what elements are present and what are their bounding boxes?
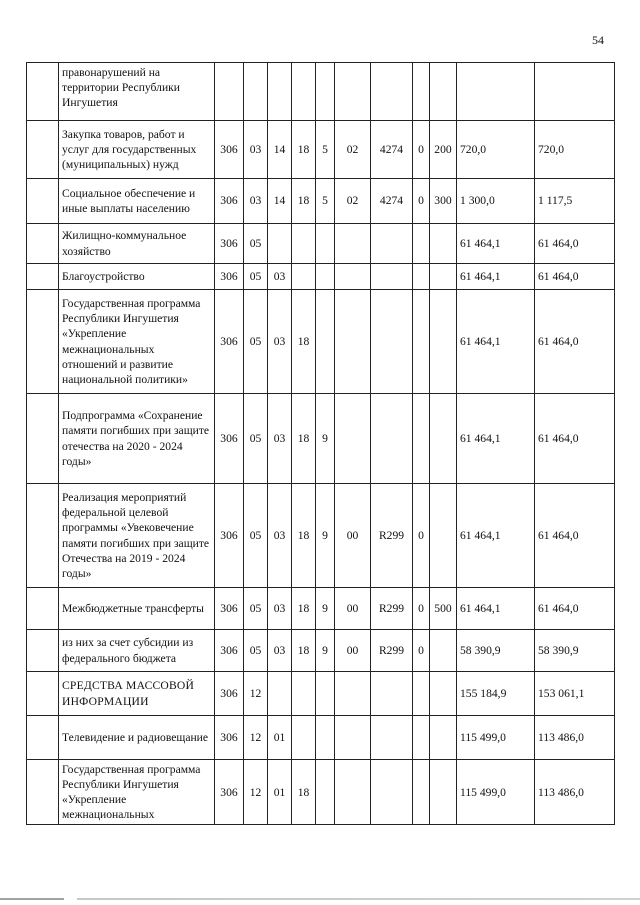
- code-program-cell: 18: [292, 394, 316, 484]
- code-subprogram-cell: 9: [316, 484, 335, 588]
- planned-amount-cell: 61 464,1: [457, 224, 535, 264]
- actual-amount-cell: 153 061,1: [535, 672, 615, 716]
- scan-bottom-edge: [0, 898, 640, 900]
- code-direction-cell: 4274: [371, 121, 413, 179]
- code-sub-cell: 0: [413, 484, 430, 588]
- code-section-cell: 12: [244, 672, 268, 716]
- row-number-cell: [27, 224, 59, 264]
- code-program-cell: 18: [292, 760, 316, 825]
- code-sub-cell: 0: [413, 588, 430, 630]
- row-name-cell: Подпрограмма «Сохранение памяти погибших при защите отечества на 2020 - 2024 годы»: [59, 394, 215, 484]
- code-expense-type-cell: 300: [430, 179, 457, 224]
- actual-amount-cell: 720,0: [535, 121, 615, 179]
- code-expense-type-cell: [430, 760, 457, 825]
- code-direction-cell: R299: [371, 484, 413, 588]
- planned-amount-cell: 61 464,1: [457, 484, 535, 588]
- planned-amount-cell: 115 499,0: [457, 760, 535, 825]
- code-section-cell: 05: [244, 394, 268, 484]
- planned-amount-cell: 58 390,9: [457, 630, 535, 672]
- table-row: [27, 179, 615, 224]
- code-sub-cell: [413, 63, 430, 121]
- row-name-cell: Закупка товаров, работ и услуг для государственных (муниципальных) нужд: [59, 121, 215, 179]
- code-sub-cell: 0: [413, 121, 430, 179]
- code-program-cell: 18: [292, 588, 316, 630]
- code-event-cell: 02: [335, 121, 371, 179]
- row-number-cell: [27, 630, 59, 672]
- code-event-cell: 00: [335, 484, 371, 588]
- row-number-cell: [27, 716, 59, 760]
- code-subsection-cell: 01: [268, 760, 292, 825]
- row-name-cell: Телевидение и радиовещание: [59, 716, 215, 760]
- code-expense-type-cell: [430, 672, 457, 716]
- code-subsection-cell: 14: [268, 179, 292, 224]
- code-direction-cell: [371, 224, 413, 264]
- row-name-cell: Благоустройство: [59, 264, 215, 290]
- code-event-cell: [335, 224, 371, 264]
- code-subprogram-cell: 9: [316, 630, 335, 672]
- row-number-cell: [27, 760, 59, 825]
- page-number: 54: [592, 33, 604, 47]
- row-number-cell: [27, 179, 59, 224]
- code-admin-cell: 306: [215, 760, 244, 825]
- table-row: [27, 394, 615, 484]
- row-name-cell: Социальное обеспечение и иные выплаты населению: [59, 179, 215, 224]
- row-number-cell: [27, 672, 59, 716]
- code-subprogram-cell: [316, 760, 335, 825]
- code-sub-cell: 0: [413, 630, 430, 672]
- code-subprogram-cell: [316, 672, 335, 716]
- table-row: [27, 484, 615, 588]
- row-number-cell: [27, 484, 59, 588]
- row-name-cell: Жилищно-коммунальное хозяйство: [59, 224, 215, 264]
- row-name-cell: СРЕДСТВА МАССОВОЙ ИНФОРМАЦИИ: [59, 672, 215, 716]
- code-direction-cell: [371, 760, 413, 825]
- code-program-cell: 18: [292, 121, 316, 179]
- table-row: [27, 760, 615, 825]
- code-expense-type-cell: [430, 264, 457, 290]
- code-subprogram-cell: [316, 290, 335, 394]
- table-row: [27, 716, 615, 760]
- table-row: [27, 588, 615, 630]
- code-section-cell: 05: [244, 264, 268, 290]
- code-sub-cell: [413, 264, 430, 290]
- code-admin-cell: 306: [215, 672, 244, 716]
- code-subsection-cell: 03: [268, 588, 292, 630]
- code-admin-cell: 306: [215, 290, 244, 394]
- code-admin-cell: 306: [215, 630, 244, 672]
- code-direction-cell: [371, 63, 413, 121]
- code-section-cell: 05: [244, 630, 268, 672]
- planned-amount-cell: [457, 63, 535, 121]
- code-sub-cell: [413, 716, 430, 760]
- code-section-cell: 05: [244, 588, 268, 630]
- row-name-cell: Государственная программа Республики Ингушетия «Укрепление межнациональных: [59, 760, 215, 825]
- row-name-cell: Межбюджетные трансферты: [59, 588, 215, 630]
- code-expense-type-cell: [430, 224, 457, 264]
- row-name-cell: Государственная программа Республики Ингушетия «Укрепление межнациональных отношений и развитие национальной политики»: [59, 290, 215, 394]
- code-program-cell: [292, 224, 316, 264]
- code-section-cell: 05: [244, 290, 268, 394]
- code-subprogram-cell: [316, 224, 335, 264]
- actual-amount-cell: 61 464,0: [535, 394, 615, 484]
- code-expense-type-cell: [430, 484, 457, 588]
- code-program-cell: [292, 63, 316, 121]
- code-subsection-cell: 01: [268, 716, 292, 760]
- code-admin-cell: 306: [215, 179, 244, 224]
- table-row: [27, 224, 615, 264]
- actual-amount-cell: 113 486,0: [535, 716, 615, 760]
- code-direction-cell: 4274: [371, 179, 413, 224]
- actual-amount-cell: [535, 63, 615, 121]
- planned-amount-cell: 61 464,1: [457, 588, 535, 630]
- actual-amount-cell: 58 390,9: [535, 630, 615, 672]
- code-subprogram-cell: 5: [316, 121, 335, 179]
- code-program-cell: [292, 672, 316, 716]
- planned-amount-cell: 61 464,1: [457, 394, 535, 484]
- actual-amount-cell: 61 464,0: [535, 588, 615, 630]
- table-row: [27, 672, 615, 716]
- code-sub-cell: [413, 290, 430, 394]
- code-section-cell: 03: [244, 179, 268, 224]
- code-section-cell: 12: [244, 760, 268, 825]
- code-direction-cell: [371, 716, 413, 760]
- code-admin-cell: 306: [215, 264, 244, 290]
- table-row: [27, 63, 615, 121]
- code-sub-cell: [413, 672, 430, 716]
- row-number-cell: [27, 588, 59, 630]
- code-event-cell: [335, 760, 371, 825]
- code-direction-cell: [371, 672, 413, 716]
- code-section-cell: 05: [244, 224, 268, 264]
- code-sub-cell: 0: [413, 179, 430, 224]
- planned-amount-cell: 720,0: [457, 121, 535, 179]
- code-admin-cell: 306: [215, 716, 244, 760]
- code-subsection-cell: [268, 63, 292, 121]
- code-subsection-cell: 14: [268, 121, 292, 179]
- code-expense-type-cell: 200: [430, 121, 457, 179]
- code-direction-cell: [371, 264, 413, 290]
- code-subprogram-cell: [316, 716, 335, 760]
- code-section-cell: 12: [244, 716, 268, 760]
- code-section-cell: [244, 63, 268, 121]
- actual-amount-cell: 1 117,5: [535, 179, 615, 224]
- code-subsection-cell: 03: [268, 290, 292, 394]
- code-event-cell: [335, 672, 371, 716]
- row-number-cell: [27, 290, 59, 394]
- code-sub-cell: [413, 394, 430, 484]
- code-subsection-cell: [268, 672, 292, 716]
- code-direction-cell: [371, 394, 413, 484]
- code-subprogram-cell: [316, 264, 335, 290]
- code-sub-cell: [413, 224, 430, 264]
- code-program-cell: 18: [292, 630, 316, 672]
- row-number-cell: [27, 63, 59, 121]
- table-row: [27, 630, 615, 672]
- code-event-cell: 00: [335, 588, 371, 630]
- budget-table: [26, 62, 615, 825]
- budget-table-body: [27, 63, 615, 825]
- code-admin-cell: [215, 63, 244, 121]
- row-name-cell: правонарушений на территории Республики Ингушетия: [59, 63, 215, 121]
- planned-amount-cell: 61 464,1: [457, 290, 535, 394]
- code-subprogram-cell: 5: [316, 179, 335, 224]
- code-expense-type-cell: [430, 394, 457, 484]
- code-event-cell: [335, 290, 371, 394]
- code-expense-type-cell: [430, 290, 457, 394]
- code-program-cell: [292, 264, 316, 290]
- table-row: [27, 264, 615, 290]
- planned-amount-cell: 61 464,1: [457, 264, 535, 290]
- code-direction-cell: [371, 290, 413, 394]
- planned-amount-cell: 1 300,0: [457, 179, 535, 224]
- row-number-cell: [27, 394, 59, 484]
- actual-amount-cell: 61 464,0: [535, 290, 615, 394]
- code-subsection-cell: 03: [268, 394, 292, 484]
- code-admin-cell: 306: [215, 394, 244, 484]
- code-direction-cell: R299: [371, 588, 413, 630]
- code-admin-cell: 306: [215, 224, 244, 264]
- code-event-cell: [335, 264, 371, 290]
- row-number-cell: [27, 121, 59, 179]
- code-event-cell: 00: [335, 630, 371, 672]
- code-section-cell: 05: [244, 484, 268, 588]
- code-expense-type-cell: 500: [430, 588, 457, 630]
- code-subsection-cell: [268, 224, 292, 264]
- actual-amount-cell: 61 464,0: [535, 264, 615, 290]
- code-program-cell: [292, 716, 316, 760]
- actual-amount-cell: 61 464,0: [535, 224, 615, 264]
- code-event-cell: [335, 716, 371, 760]
- planned-amount-cell: 115 499,0: [457, 716, 535, 760]
- code-subprogram-cell: 9: [316, 394, 335, 484]
- actual-amount-cell: 61 464,0: [535, 484, 615, 588]
- code-program-cell: 18: [292, 179, 316, 224]
- code-admin-cell: 306: [215, 588, 244, 630]
- code-admin-cell: 306: [215, 121, 244, 179]
- code-subsection-cell: 03: [268, 264, 292, 290]
- actual-amount-cell: 113 486,0: [535, 760, 615, 825]
- table-row: [27, 290, 615, 394]
- code-program-cell: 18: [292, 484, 316, 588]
- code-admin-cell: 306: [215, 484, 244, 588]
- code-section-cell: 03: [244, 121, 268, 179]
- code-subprogram-cell: 9: [316, 588, 335, 630]
- row-number-cell: [27, 264, 59, 290]
- code-expense-type-cell: [430, 63, 457, 121]
- row-name-cell: Реализация мероприятий федеральной целевой программы «Увековечение памяти погибших при защите Отечества на 2019 - 2024 годы»: [59, 484, 215, 588]
- code-event-cell: [335, 63, 371, 121]
- table-row: [27, 121, 615, 179]
- code-subsection-cell: 03: [268, 484, 292, 588]
- code-event-cell: 02: [335, 179, 371, 224]
- code-event-cell: [335, 394, 371, 484]
- code-subsection-cell: 03: [268, 630, 292, 672]
- row-name-cell: из них за счет субсидии из федерального бюджета: [59, 630, 215, 672]
- code-direction-cell: R299: [371, 630, 413, 672]
- code-subprogram-cell: [316, 63, 335, 121]
- code-sub-cell: [413, 760, 430, 825]
- planned-amount-cell: 155 184,9: [457, 672, 535, 716]
- code-expense-type-cell: [430, 716, 457, 760]
- code-program-cell: 18: [292, 290, 316, 394]
- code-expense-type-cell: [430, 630, 457, 672]
